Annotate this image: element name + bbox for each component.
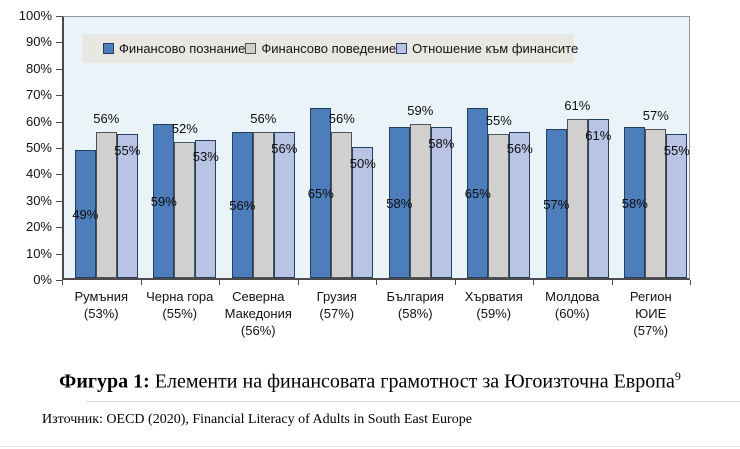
bar-label: 58% xyxy=(621,195,648,211)
y-tick-label: 10% xyxy=(25,245,52,261)
bar-label: 61% xyxy=(564,98,591,113)
bar-label: 58% xyxy=(428,136,455,151)
bar-groups xyxy=(64,17,689,278)
y-tick-label: 40% xyxy=(25,166,52,182)
legend-label: Финансово поведение xyxy=(261,41,397,56)
bar-label: 56% xyxy=(250,111,277,126)
bar-group xyxy=(457,17,536,278)
x-axis-tick xyxy=(141,280,142,285)
bar-group xyxy=(300,17,379,278)
bar-group xyxy=(64,17,143,278)
x-axis-tick xyxy=(376,280,377,285)
y-tick-label: 30% xyxy=(25,192,52,208)
bar-label: 55% xyxy=(114,143,141,158)
y-tick-label: 90% xyxy=(25,34,52,50)
bar-label: 55% xyxy=(663,143,690,158)
x-axis-tick xyxy=(455,280,456,285)
bar-label: 57% xyxy=(543,196,570,212)
x-axis-tick xyxy=(533,280,534,285)
bar-label: 58% xyxy=(386,195,413,211)
bar-label: 56% xyxy=(229,198,256,213)
x-axis-tick xyxy=(62,280,63,285)
category-label: България (58%) xyxy=(386,289,444,321)
bar-group xyxy=(221,17,300,278)
bar-label: 65% xyxy=(307,186,334,201)
bar-label: 61% xyxy=(585,128,612,143)
y-tick-label: 60% xyxy=(25,113,52,129)
figure-caption-label: Фигура 1: xyxy=(59,370,150,393)
category-label: Регион ЮИЕ (57%) xyxy=(629,289,672,338)
caption-divider-line xyxy=(86,401,740,402)
bar-label: 52% xyxy=(171,121,198,136)
category-label: Черна гора (55%) xyxy=(146,289,214,321)
page-bottom-rule xyxy=(0,446,740,447)
bar-label: 53% xyxy=(192,149,219,164)
category-label: Молдова (60%) xyxy=(545,289,600,321)
bar-label: 57% xyxy=(642,108,669,123)
x-axis-tick xyxy=(612,280,613,285)
bar-group xyxy=(535,17,614,278)
bar-label: 56% xyxy=(271,141,298,156)
bar-group xyxy=(143,17,222,278)
y-tick-label: 70% xyxy=(25,87,52,103)
category-label: Грузия (57%) xyxy=(316,289,357,321)
category-label: Хърватия (59%) xyxy=(464,289,523,321)
bar-label: 49% xyxy=(72,207,99,222)
x-axis-tick xyxy=(298,280,299,285)
bar-label: 65% xyxy=(464,186,491,201)
bar xyxy=(331,132,352,278)
y-tick-label: 50% xyxy=(25,140,52,155)
y-tick-label: 0% xyxy=(33,272,52,287)
bar-label: 59% xyxy=(407,103,434,118)
category-label: Северна Македония (56%) xyxy=(224,289,292,338)
bar-label: 56% xyxy=(328,111,355,126)
figure-caption-text: Елементи на финансовата грамотност за Югоизточна Европа xyxy=(149,370,675,393)
bar-label: 56% xyxy=(93,111,120,126)
bar-label: 56% xyxy=(506,141,533,156)
bar-group xyxy=(614,17,693,278)
plot-area xyxy=(62,16,690,280)
y-tick-label: 80% xyxy=(25,60,52,76)
category-label: Румъния (53%) xyxy=(74,289,129,321)
y-tick-label: 100% xyxy=(18,8,52,23)
x-axis-tick xyxy=(219,280,220,285)
bar-label: 50% xyxy=(349,156,376,171)
bar-label: 59% xyxy=(150,194,177,209)
bar-group xyxy=(378,17,457,278)
bar-label: 55% xyxy=(485,113,512,128)
legend-label: Финансово познание xyxy=(119,41,246,56)
y-tick-label: 20% xyxy=(25,219,52,235)
figure-caption xyxy=(0,369,740,394)
legend-label: Отношение към финансите xyxy=(412,41,579,56)
x-axis-tick xyxy=(690,280,691,285)
footnote-marker: 9 xyxy=(674,369,681,383)
source-line: Източник: OECD (2020), Financial Literacy of Adults in South East Europe xyxy=(42,412,472,427)
